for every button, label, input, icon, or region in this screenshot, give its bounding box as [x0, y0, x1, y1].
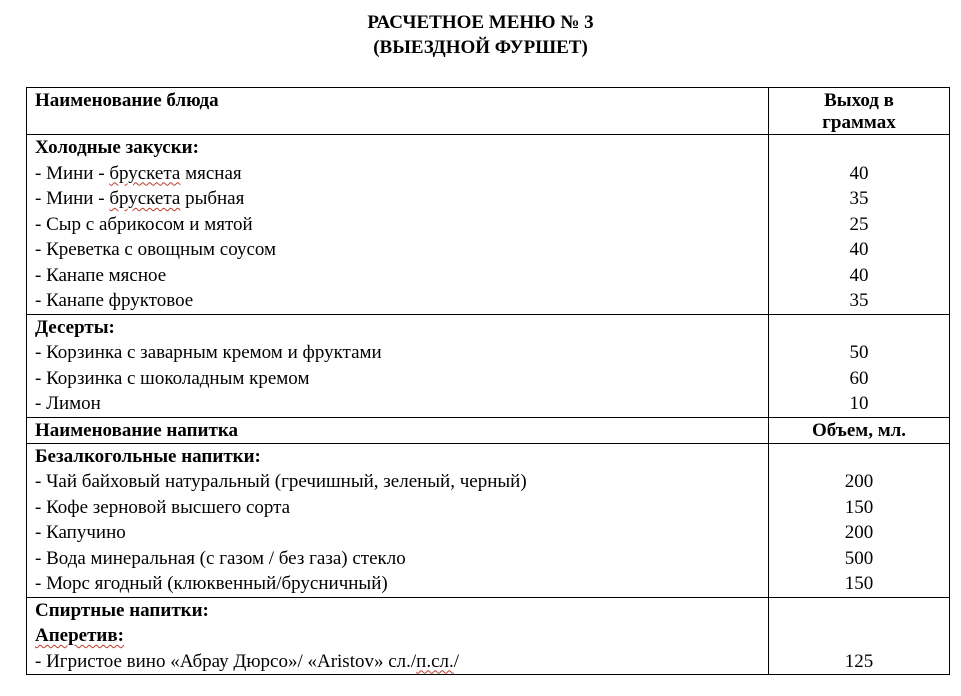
item-value: 150 [844, 573, 874, 594]
list-item: - Корзинка с заварным кремом и фруктами [35, 342, 382, 363]
item-value: 10 [849, 393, 869, 414]
cold-appetizers-values [769, 135, 950, 315]
drink-header-row [27, 417, 950, 443]
drink-volume-header: Объем, мл. [811, 419, 907, 441]
food-yield-header-line1: Выход в [824, 90, 894, 111]
food-yield-header-line2: граммах [822, 112, 896, 133]
desserts-section [27, 314, 950, 417]
item-value: 50 [849, 342, 869, 363]
list-item: - Сыр с абрикосом и мятой [35, 213, 253, 235]
list-item: - Кофе зерновой высшего сорта [35, 496, 291, 518]
spellcheck-mark: брускета [109, 188, 181, 209]
section-heading-spirits: Спиртные напитки: [35, 599, 209, 621]
food-yield-header-cell [769, 88, 950, 135]
spirits-values [769, 597, 950, 675]
item-value: 40 [849, 239, 869, 260]
soft-drinks-values [769, 443, 950, 597]
list-item: - Канапе мясное [35, 264, 167, 286]
list-item: - Игристое вино «Абрау Дюрсо»/ «Aristov» сл./п.сл./ [35, 650, 460, 672]
desserts-names [27, 314, 769, 417]
item-value: 200 [844, 522, 874, 543]
item-value: 200 [844, 471, 874, 492]
list-item: - Морс ягодный (клюквенный/брусничный) [35, 573, 388, 594]
soft-drinks-section [27, 443, 950, 597]
item-value: 60 [849, 367, 869, 389]
desserts-values [769, 314, 950, 417]
drink-name-header: Наименование напитка [35, 419, 238, 441]
food-name-header-cell [27, 88, 769, 135]
list-item: - Канапе фруктовое [35, 290, 194, 311]
menu-table [26, 87, 950, 675]
list-item: - Капучино [35, 522, 126, 543]
item-value: 35 [849, 290, 869, 311]
list-item: - Чай байховый натуральный (гречишный, зеленый, черный) [35, 471, 527, 492]
drink-volume-header-cell [769, 417, 950, 443]
item-value: 25 [849, 213, 869, 235]
spirits-section [27, 597, 950, 675]
item-value: 500 [844, 547, 874, 569]
section-heading-soft-drinks: Безалкогольные напитки: [35, 445, 261, 467]
page-subtitle: (ВЫЕЗДНОЙ ФУРШЕТ) [373, 37, 588, 58]
section-heading-desserts: Десерты: [35, 316, 115, 338]
subsection-heading-aperitif: Аперетив: [35, 625, 124, 646]
list-item: - Лимон [35, 393, 101, 414]
item-value: 40 [849, 162, 869, 184]
item-value: 35 [849, 188, 869, 209]
list-item: - Вода минеральная (с газом / без газа) стекло [35, 547, 406, 569]
item-value: 40 [849, 264, 869, 286]
food-header-row [27, 88, 950, 135]
spellcheck-mark: п.сл. [416, 650, 454, 672]
list-item: - Мини - брускета мясная [35, 162, 242, 184]
list-item: - Корзинка с шоколадным кремом [35, 367, 310, 389]
spirits-names [27, 597, 769, 675]
drink-name-header-cell [27, 417, 769, 443]
section-heading-cold: Холодные закуски: [35, 137, 199, 158]
list-item: - Мини - брускета рыбная [35, 188, 245, 209]
cold-appetizers-names [27, 135, 769, 315]
page-title: РАСЧЕТНОЕ МЕНЮ № 3 [367, 12, 594, 33]
item-value: 150 [844, 496, 874, 518]
list-item: - Креветка с овощным соусом [35, 239, 277, 260]
spellcheck-mark: брускета [109, 162, 181, 184]
soft-drinks-names [27, 443, 769, 597]
cold-appetizers-section [27, 135, 950, 315]
item-value: 125 [844, 650, 874, 672]
food-name-header: Наименование блюда [35, 90, 219, 111]
